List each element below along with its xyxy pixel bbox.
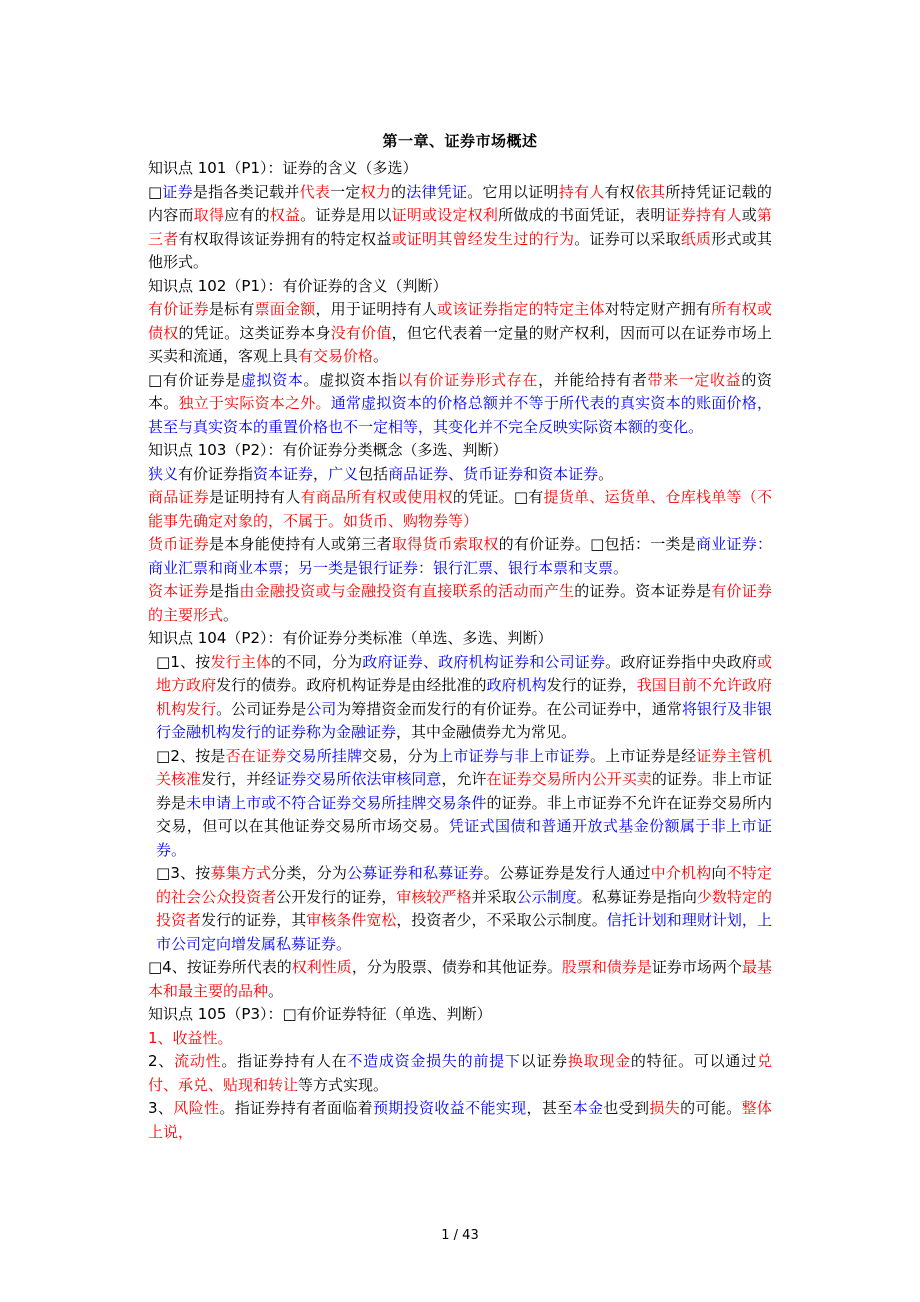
text-run: 预期投资收益不能实现 [372, 1099, 527, 1117]
text-run: 虚拟资本 [240, 370, 304, 389]
text-run: 的特征。可以通过 [630, 1052, 757, 1070]
text-run: 为筹措资金而发行的有价证券。在公司证券中，通常 [336, 699, 682, 718]
text-run: 商品证券 [148, 488, 209, 506]
paragraph [148, 275, 772, 299]
text-run: 对特定财产拥有 [604, 300, 712, 318]
text-run: 发行的证券，其 [201, 911, 307, 929]
text-run: 权力 [360, 182, 392, 201]
text-run: 发行的证券， [546, 676, 637, 694]
text-run: 证券主管机关核准 [156, 746, 772, 788]
text-run: 等方式实现。 [298, 1075, 389, 1094]
text-run: ，但它代表着一定量的财产权利，因而可以在证券市场上买卖和流通，客观上具 [148, 323, 772, 365]
paragraph [148, 1097, 772, 1144]
text-run: 交易，分为 [362, 746, 439, 765]
text-run: 审核较严格 [396, 887, 472, 906]
text-run: 或该证券指定的特定主体 [437, 300, 605, 318]
text-run: 有权取得该证券拥有的特定权益 [178, 229, 392, 248]
paragraph [148, 533, 772, 580]
text-run: □2、按是 [156, 746, 226, 765]
paragraph [148, 745, 772, 863]
text-run: 法律凭证 [406, 182, 468, 201]
text-run: 。证券可以采取 [574, 229, 681, 248]
text-run: ，投资者少，不采取公示制度。 [396, 911, 607, 929]
text-run: 少数特定的投资者 [156, 887, 772, 929]
text-run: □有价证券是 [148, 370, 241, 389]
text-run: 未申请上市或不符合证券交易所挂牌交易条件 [186, 793, 487, 812]
text-run: 以有价证券形式存在 [397, 370, 539, 389]
text-run: 。证券是用以 [300, 206, 392, 224]
paragraph [148, 1027, 772, 1051]
text-run: 应有的 [224, 206, 270, 224]
text-run: 有权 [604, 182, 635, 201]
text-run: 狭义 [148, 464, 179, 483]
text-run: 不造成资金损失的前提下 [347, 1052, 521, 1070]
text-run: 资本证券 [148, 582, 209, 600]
text-run: 政府证券、政府机构证券和公司证券 [362, 652, 606, 671]
text-run: 公司 [306, 699, 337, 718]
text-run: 在证券交易所内公开买卖 [486, 770, 652, 788]
text-run: □1、按 [156, 652, 211, 671]
text-run: 是标有 [208, 300, 255, 318]
text-run: ，用于证明持有人 [315, 300, 438, 318]
text-run: 的有价证券。□包括：一类是 [498, 535, 696, 553]
text-run: 。虚拟资本指 [303, 370, 398, 389]
text-run: 。公募证券是发行人通过 [483, 864, 651, 882]
text-run: 或 [741, 206, 757, 224]
text-run: 信托计划和理财计划，上市公司定向增发属私募证券。 [156, 911, 772, 953]
text-run: 证券交易所依法审核同意 [276, 770, 442, 788]
text-run: 的 [391, 182, 407, 201]
text-run: 的凭证。这类证券本身 [178, 323, 331, 342]
page-footer: 1 / 43 [441, 1228, 479, 1243]
text-run: 所有权或债权 [148, 300, 772, 342]
text-run: 的可能。 [680, 1099, 742, 1117]
paragraph [148, 369, 772, 440]
text-run: 。上市证券是经 [589, 746, 697, 765]
text-run: 将银行及非银行金融机构发行的证券称为金融证券 [156, 699, 772, 741]
text-run: 或证明其曾经发生过的行为 [391, 229, 575, 248]
paragraph [148, 627, 772, 651]
text-run: 广义 [328, 464, 359, 483]
text-run: 权利性质 [291, 958, 352, 976]
text-run: 以证券 [520, 1052, 568, 1070]
text-run: 有价证券指 [178, 464, 254, 483]
text-run: 有商品所有权或使用权 [300, 488, 453, 506]
text-run: 有价证券的主要形式 [148, 582, 772, 624]
text-run: 证明或设定权利 [391, 206, 499, 224]
text-run: 。指证券持有者面临着 [219, 1099, 373, 1117]
text-run: 公开发行的证券， [276, 887, 397, 906]
text-run: 取得 [193, 206, 225, 224]
text-run: 收益性。 [172, 1028, 233, 1047]
text-run: 我国目前不允许政府机构发行 [156, 676, 772, 718]
paragraph [148, 157, 772, 181]
text-run: 整体上说， [148, 1099, 772, 1141]
text-run: 兑付、承兑、贴现和转让 [148, 1052, 772, 1094]
text-run: 知识点 101（P1）：证券的含义（多选） [148, 159, 418, 177]
text-run: 发行主体 [210, 652, 272, 671]
text-run: 。政府证券指中央政府 [605, 652, 757, 671]
text-run: 募集方式 [210, 864, 272, 882]
text-run: 没有价值 [330, 323, 392, 342]
text-run: 证券 [162, 182, 193, 201]
text-run: 提货单、运货单、仓库栈单等（不能事先确定对象的，不属于。如货币、购物券等） [148, 488, 772, 530]
text-run: 政府机构 [486, 676, 547, 694]
text-run: 是指各类记载并 [192, 182, 300, 201]
text-run: 的证券。非上市证券不允许在证券交易所内交易，但可以在其他证券交易所市场交易。 [156, 793, 772, 835]
text-run: 风险性 [173, 1099, 220, 1117]
paragraph [148, 651, 772, 745]
text-run: 。公司证券是 [216, 699, 307, 718]
text-run: 公募证券和私募证券 [347, 864, 484, 882]
text-run: ，分为股票、债券和其他证券。 [351, 958, 562, 976]
text-run: 换取现金 [567, 1052, 631, 1070]
text-run: 损失 [649, 1099, 681, 1117]
text-run: 是指 [208, 582, 240, 600]
text-run: 的凭证。□有 [452, 488, 544, 506]
paragraph [148, 580, 772, 627]
text-run: ， [313, 464, 329, 483]
text-run: 公示制度 [516, 887, 577, 906]
paragraph [148, 181, 772, 275]
text-run: 权益 [269, 206, 301, 224]
text-run: 1、 [148, 1028, 173, 1047]
text-run: 股票和债券是 [561, 958, 652, 976]
text-run: 3、 [148, 1099, 174, 1117]
text-run: 分类，分为 [271, 864, 348, 882]
text-run: 也受到 [603, 1099, 650, 1117]
paragraph [148, 298, 772, 369]
text-run: 持有人 [558, 182, 605, 201]
text-run: 发行的债券。政府机构证券是由经批准的 [216, 676, 487, 694]
text-run: ，允许 [441, 770, 487, 788]
text-run: 的不同，分为 [271, 652, 363, 671]
text-run: 代表 [299, 182, 331, 201]
text-run: 所做成的书面凭证，表明 [498, 206, 666, 224]
text-run: 独立于实际资本之外。 [178, 394, 331, 412]
text-run: □ [148, 182, 163, 201]
text-run: 。 [223, 605, 239, 624]
text-run: 的证券。非上市证券是 [156, 770, 772, 812]
text-run: 发行，并经 [201, 770, 277, 788]
text-run: 凭证式国债和普通开放式基金份额属于非上市证券。 [156, 817, 772, 859]
text-run: 的证券。资本证券是 [574, 582, 712, 600]
text-run: 不特定的社会公众投资者 [156, 864, 772, 906]
paragraph [148, 956, 772, 1003]
text-run: 本金 [572, 1099, 604, 1117]
text-run: 。 [373, 347, 389, 365]
paragraph [148, 862, 772, 956]
paragraph [148, 1003, 772, 1027]
text-run: 货币证券 [148, 535, 209, 553]
text-run: 证券持有人 [665, 206, 742, 224]
text-run: 取得货币索取权 [391, 535, 499, 553]
text-run: 否在证券 [225, 746, 287, 765]
text-run: 。 [268, 981, 284, 1000]
text-run: 交易所挂牌 [286, 746, 363, 765]
page-title: 第一章、证券市场概述 [382, 132, 538, 150]
document-body [148, 157, 772, 1144]
text-run: 向 [711, 864, 727, 882]
text-run: 知识点 105（P3）：□有价证券特征（单选、判断） [148, 1005, 492, 1023]
text-run: 是本身能使持有人或第三者 [208, 535, 392, 553]
text-run: 。私募证券是指向 [576, 887, 697, 906]
text-run: 票面金额 [254, 300, 316, 318]
text-run: 知识点 104（P2）：有价证券分类标准（单选、多选、判断） [148, 629, 553, 647]
text-run: □3、按 [156, 864, 211, 882]
text-run: 证券市场两个 [651, 958, 742, 976]
text-run: 所持凭证记载的内容而 [148, 182, 772, 224]
paragraph [148, 463, 772, 487]
text-run: ，其中金融债券尤为常见。 [396, 723, 577, 741]
text-run: 依其 [634, 182, 666, 201]
text-run: 。它用以证明 [467, 182, 559, 201]
paragraph [148, 439, 772, 463]
text-run: 商业证券：商业汇票和商业本票；另一类是银行证券：银行汇票、银行本票和支票。 [148, 535, 772, 577]
text-run: 或地方政府 [156, 652, 772, 694]
text-run: 的资本。 [148, 370, 772, 412]
text-run: ，并能给持有者 [538, 370, 648, 389]
text-run: 知识点 103（P2）：有价证券分类概念（多选、判断） [148, 441, 508, 459]
text-run: 中介机构 [650, 864, 712, 882]
text-run: 一定 [330, 182, 361, 201]
text-run: 通常虚拟资本的价格总额并不等于所代表的真实资本的账面价格，甚至与真实资本的重置价格也不一定相等，其变化并不完全反映实际资本额的变化。 [148, 394, 772, 436]
text-run: 有交易价格 [298, 347, 374, 365]
paragraph [148, 1050, 772, 1097]
text-run: 最基本和最主要的品种 [148, 958, 772, 1000]
text-run: 。指证券持有人在 [221, 1052, 348, 1070]
text-run: 商品证券、货币证券和资本证券 [388, 464, 599, 483]
text-run: 第三者 [148, 206, 772, 248]
text-run: 有价证券 [148, 300, 209, 318]
text-run: 资本证券 [253, 464, 314, 483]
text-run: 。 [598, 464, 614, 483]
text-run: 带来一定收益 [647, 370, 742, 389]
text-run: 2、 [148, 1052, 175, 1070]
text-run: 由金融投资或与金融投资有直接联系的活动而产生 [239, 582, 575, 600]
text-run: 形式或其他形式。 [148, 229, 772, 271]
text-run: 上市证券与非上市证券 [438, 746, 590, 765]
paragraph [148, 486, 772, 533]
text-run: 是证明持有人 [208, 488, 301, 506]
text-run: □4、按证券所代表的 [148, 958, 292, 976]
text-run: 知识点 102（P1）：有价证券的含义（判断） [148, 276, 448, 295]
text-run: 流动性 [174, 1052, 222, 1070]
text-run: 纸质 [680, 229, 712, 248]
text-run: 并采取 [471, 887, 517, 906]
text-run: 审核条件宽松 [306, 911, 397, 929]
text-run: 包括 [358, 464, 389, 483]
text-run: ，甚至 [526, 1099, 573, 1117]
